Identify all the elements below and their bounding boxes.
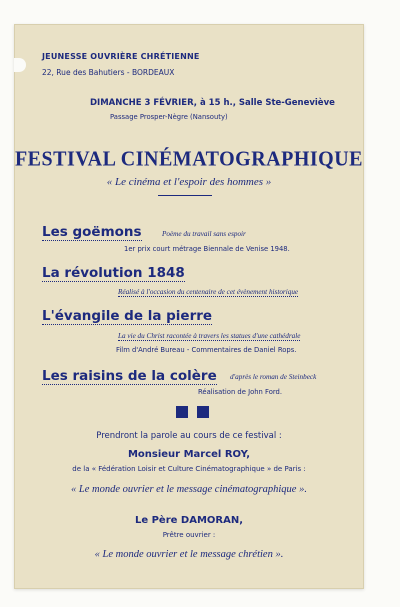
speaker-1-role: de la « Fédération Loisir et Culture Cinématographique » de Paris : bbox=[72, 465, 306, 473]
film-desc-2: Réalisé à l'occasion du centenaire de cet évènement historique bbox=[118, 288, 299, 296]
organization-name: JEUNESSE OUVRIÈRE CHRÉTIENNE bbox=[42, 52, 200, 61]
ornament-squares bbox=[176, 406, 209, 418]
film-desc-3: La vie du Christ racontée à travers les statues d'une cathédrale bbox=[118, 332, 301, 340]
film-note-4: Réalisation de John Ford. bbox=[198, 388, 282, 396]
speakers-intro: Prendront la parole au cours de ce festival : bbox=[96, 431, 282, 441]
ornament-square bbox=[176, 406, 188, 418]
speaker-1-topic: « Le monde ouvrier et le message cinématographique ». bbox=[71, 484, 307, 495]
event-date: DIMANCHE 3 FÉVRIER, à 15 h., Salle Ste-Geneviève bbox=[90, 98, 335, 108]
organization-address: 22, Rue des Bahutiers - BORDEAUX bbox=[42, 68, 175, 77]
festival-title: FESTIVAL CINÉMATOGRAPHIQUE bbox=[14, 147, 364, 171]
film-title-1: Les goëmons bbox=[42, 224, 142, 240]
speaker-2-role: Prêtre ouvrier : bbox=[162, 531, 216, 539]
flyer-paper bbox=[14, 24, 364, 589]
ornament-square bbox=[197, 406, 209, 418]
film-title-4: Les raisins de la colère bbox=[42, 368, 217, 384]
speaker-2-topic: « Le monde ouvrier et le message chrétien ». bbox=[94, 549, 284, 560]
film-desc-1: Poème du travail sans espoir bbox=[162, 230, 246, 238]
film-note-1: 1er prix court métrage Biennale de Venise 1948. bbox=[124, 245, 290, 253]
festival-subtitle: « Le cinéma et l'espoir des hommes » bbox=[106, 176, 272, 188]
film-title-2: La révolution 1848 bbox=[42, 265, 185, 281]
film-title-3: L'évangile de la pierre bbox=[42, 308, 213, 324]
divider bbox=[158, 195, 212, 196]
film-desc-4: d'après le roman de Steinbeck bbox=[230, 373, 317, 381]
film-note-3: Film d'André Bureau - Commentaires de Daniel Rops. bbox=[116, 346, 297, 354]
event-place: Passage Prosper-Nègre (Nansouty) bbox=[110, 113, 228, 121]
speaker-2-name: Le Père DAMORAN, bbox=[134, 515, 244, 526]
speaker-1-name: Monsieur Marcel ROY, bbox=[127, 449, 251, 460]
